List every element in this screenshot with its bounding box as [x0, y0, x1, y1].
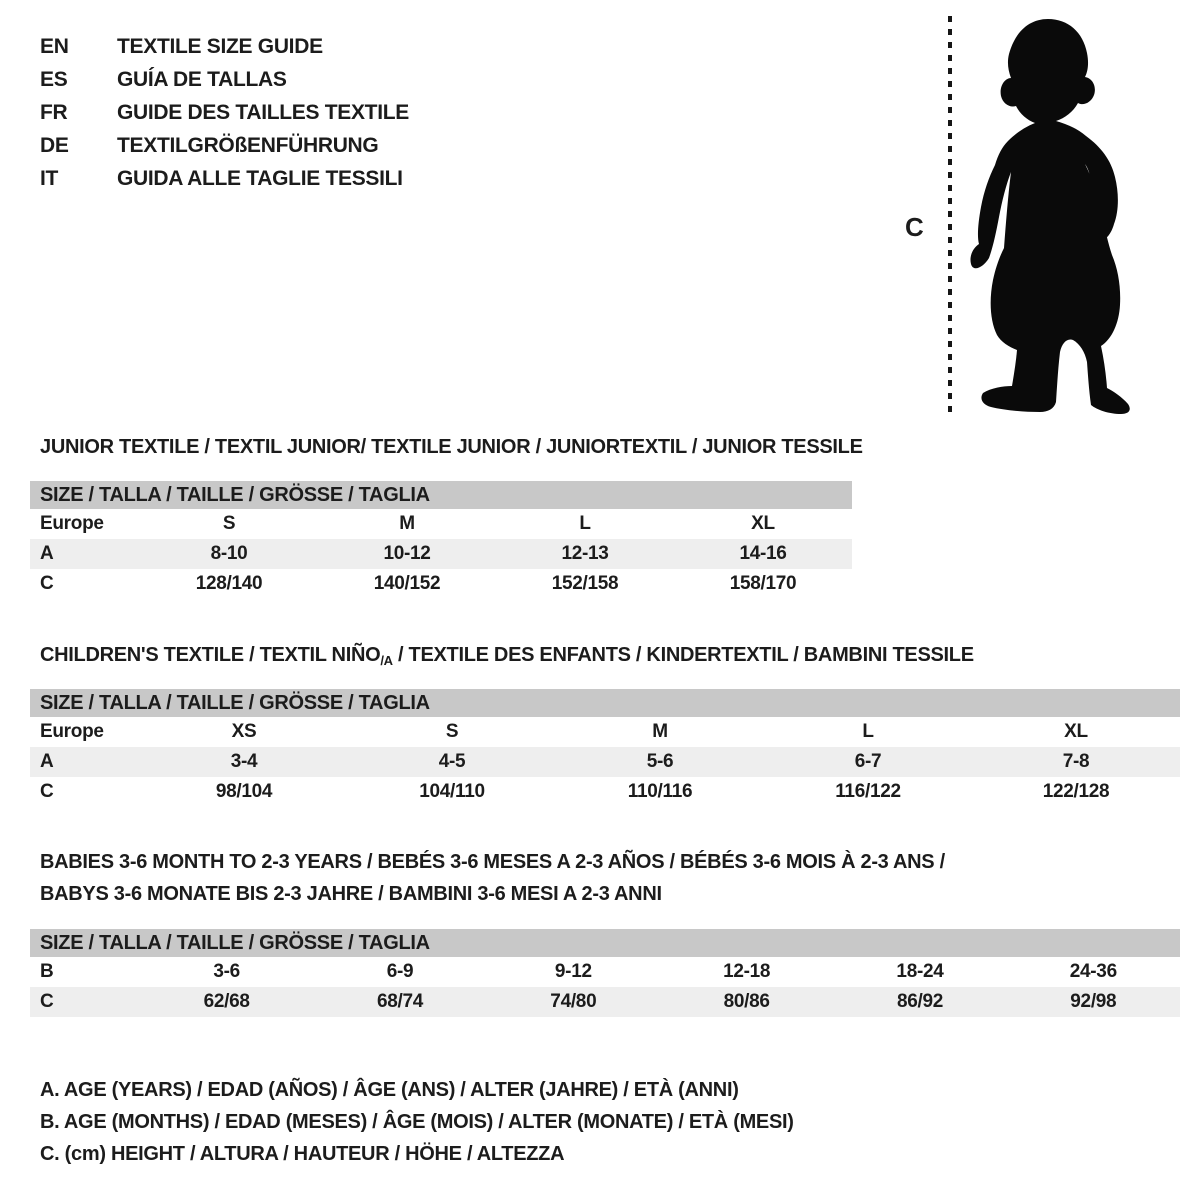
language-row: [40, 129, 409, 162]
size-table-header: [30, 689, 1180, 717]
table-cell: 92/98: [1070, 991, 1117, 1012]
legend-line-c: C. (cm) HEIGHT / ALTURA / HAUTEUR / HÖHE / ALTEZZA: [40, 1143, 565, 1165]
row-label: Europe: [40, 513, 104, 534]
language-title: GUIDE DES TAILLES TEXTILE: [117, 101, 409, 124]
language-code: FR: [40, 101, 68, 124]
table-cell: 3-6: [213, 961, 240, 982]
table-row-age-months: [30, 957, 1180, 987]
legend-line-a: A. AGE (YEARS) / EDAD (AÑOS) / ÂGE (ANS) / ALTER (JAHRE) / ETÀ (ANNI): [40, 1079, 739, 1101]
table-cell: M: [652, 721, 668, 742]
language-code: DE: [40, 134, 69, 157]
table-cell: 12-18: [723, 961, 771, 982]
table-cell: 6-7: [854, 751, 882, 772]
table-cell: 12-13: [561, 543, 609, 564]
table-cell: 86/92: [896, 991, 943, 1012]
table-cell: 80/86: [723, 991, 770, 1012]
table-cell: 4-5: [438, 751, 466, 772]
legend-line-b: B. AGE (MONTHS) / EDAD (MESES) / ÂGE (MOIS) / ALTER (MONATE) / ETÀ (MESI): [40, 1111, 794, 1133]
language-code: IT: [40, 167, 59, 190]
toddler-silhouette-icon: [962, 16, 1137, 418]
table-cell: 104/110: [419, 781, 485, 802]
language-code: EN: [40, 35, 69, 58]
table-cell: L: [579, 513, 591, 534]
table-cell: 122/128: [1042, 781, 1110, 802]
table-cell: 152/158: [551, 573, 619, 594]
table-cell: S: [445, 721, 459, 742]
table-cell: 68/74: [376, 991, 424, 1012]
language-row: [40, 30, 409, 63]
table-row-height: [30, 987, 1180, 1017]
row-label: Europe: [40, 721, 104, 742]
table-cell: 110/116: [627, 781, 693, 802]
babies-size-table: [30, 929, 1180, 1017]
row-label: B: [40, 961, 54, 982]
size-header-label: SIZE / TALLA / TAILLE / GRÖSSE / TAGLIA: [40, 932, 430, 954]
language-title: GUIDA ALLE TAGLIE TESSILI: [117, 167, 403, 190]
junior-title-text: JUNIOR TEXTILE / TEXTIL JUNIOR/ TEXTILE JUNIOR / JUNIORTEXTIL / JUNIOR TESSILE: [40, 436, 863, 458]
language-title: GUÍA DE TALLAS: [117, 68, 287, 91]
language-row: [40, 96, 409, 129]
table-cell: 116/122: [835, 781, 901, 802]
table-cell: 140/152: [373, 573, 441, 594]
babies-title-text: BABIES 3-6 MONTH TO 2-3 YEARS / BEBÉS 3-6 MESES A 2-3 AÑOS / BÉBÉS 3-6 MOIS À 2-3 ANS /: [40, 851, 945, 873]
row-label: C: [40, 991, 54, 1012]
table-cell: 6-9: [386, 961, 414, 982]
table-cell: 62/68: [203, 991, 250, 1012]
table-cell: XL: [1064, 721, 1088, 742]
size-table-header: [30, 481, 852, 509]
table-row-height: [30, 777, 1180, 807]
babies-title-text2: BABYS 3-6 MONATE BIS 2-3 JAHRE / BAMBINI 3-6 MESI A 2-3 ANNI: [40, 883, 662, 905]
size-table-header: [30, 929, 1180, 957]
children-title-text: CHILDREN'S TEXTILE / TEXTIL NIÑO: [40, 644, 381, 666]
table-cell: 24-36: [1069, 961, 1117, 982]
junior-section-title: [40, 436, 863, 460]
row-label: A: [40, 751, 54, 772]
table-row-europe: [30, 717, 1180, 747]
size-header-label: SIZE / TALLA / TAILLE / GRÖSSE / TAGLIA: [40, 692, 430, 714]
table-row-europe: [30, 509, 852, 539]
height-dashed-line: [948, 16, 952, 418]
table-row-height: [30, 569, 852, 599]
row-label: C: [40, 781, 54, 802]
row-label: A: [40, 543, 54, 564]
table-cell: 9-12: [554, 961, 592, 982]
table-row-age: [30, 747, 1180, 777]
table-cell: 5-6: [646, 751, 674, 772]
height-measure-label: C: [905, 212, 924, 242]
babies-section-title-line2: [40, 883, 662, 906]
junior-size-table: [30, 481, 852, 599]
children-title-sub: /A: [380, 653, 393, 668]
table-cell: 14-16: [739, 543, 787, 564]
children-title-rest: / TEXTILE DES ENFANTS / KINDERTEXTIL / BAMBINI TESSILE: [392, 644, 974, 666]
language-title: TEXTILGRÖßENFÜHRUNG: [117, 134, 379, 157]
table-cell: S: [222, 513, 236, 534]
measurement-legend: [40, 1074, 794, 1170]
children-size-table: [30, 689, 1180, 807]
language-row: [40, 63, 409, 96]
table-cell: XS: [231, 721, 257, 742]
children-section-title: [40, 644, 974, 668]
table-cell: M: [399, 513, 415, 534]
table-cell: 7-8: [1062, 751, 1090, 772]
table-cell: 3-4: [230, 751, 258, 772]
table-cell: 74/80: [550, 991, 597, 1012]
table-cell: 98/104: [215, 781, 273, 802]
language-row: [40, 162, 409, 195]
language-title-list: [40, 30, 409, 195]
table-cell: 128/140: [195, 573, 263, 594]
language-code: ES: [40, 68, 68, 91]
table-row-age: [30, 539, 852, 569]
table-cell: 10-12: [383, 543, 431, 564]
size-header-label: SIZE / TALLA / TAILLE / GRÖSSE / TAGLIA: [40, 484, 430, 506]
language-title: TEXTILE SIZE GUIDE: [117, 35, 323, 58]
table-cell: 158/170: [729, 573, 797, 594]
babies-section-title-line1: [40, 851, 945, 874]
table-cell: 18-24: [896, 961, 944, 982]
table-cell: L: [862, 721, 874, 742]
row-label: C: [40, 573, 54, 594]
table-cell: XL: [751, 513, 775, 534]
table-cell: 8-10: [210, 543, 248, 564]
